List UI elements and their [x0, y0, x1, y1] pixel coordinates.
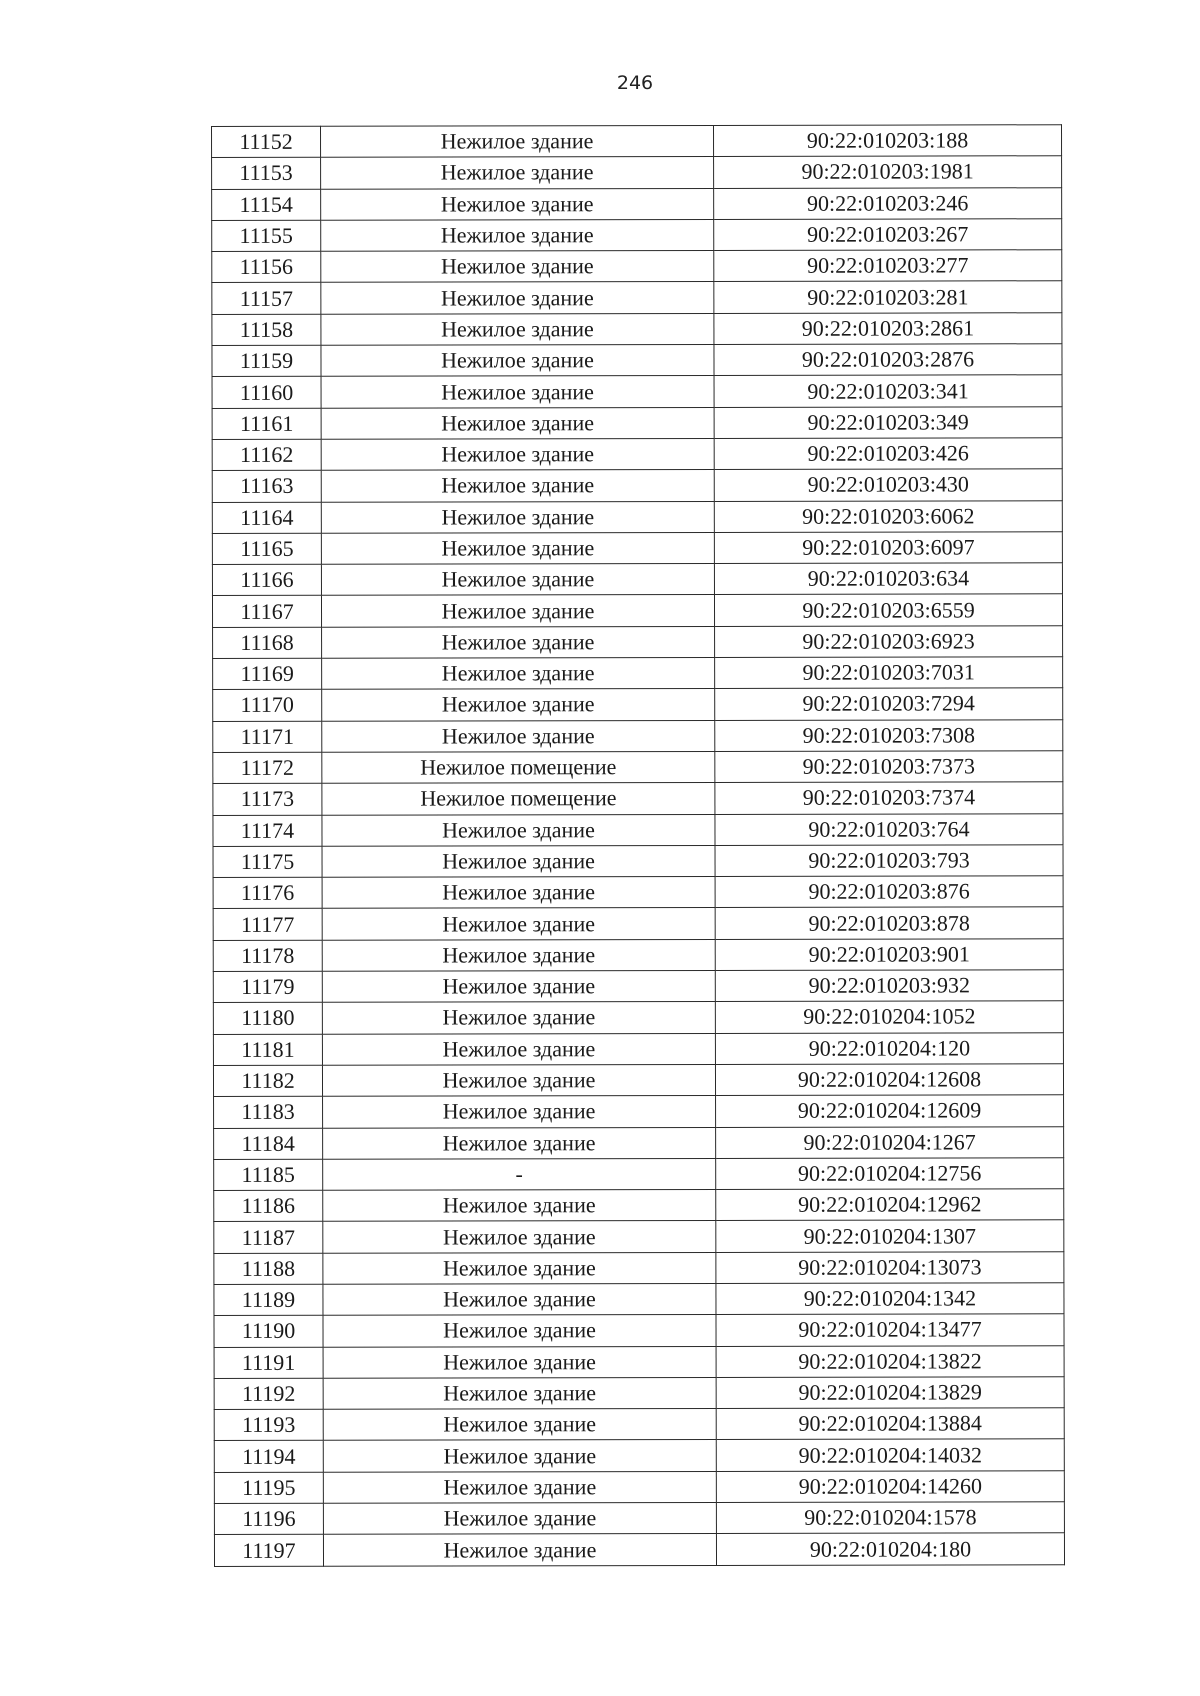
object-type-cell: Нежилое помещение	[322, 783, 715, 815]
table-row	[213, 1064, 1063, 1097]
cadastral-number-cell: 90:22:010204:1052	[715, 1001, 1063, 1033]
cadastral-number-cell: 90:22:010204:180	[716, 1533, 1064, 1565]
table-row	[213, 845, 1063, 878]
object-type-cell: Нежилое здание	[323, 1409, 716, 1441]
row-number-cell: 11180	[213, 1003, 322, 1035]
object-type-cell: Нежилое здание	[323, 1440, 716, 1472]
row-number-cell: 11156	[212, 251, 321, 283]
row-number-cell: 11153	[212, 158, 321, 190]
table-row	[212, 312, 1062, 345]
object-type-cell: Нежилое здание	[323, 1503, 716, 1535]
object-type-cell: Нежилое здание	[323, 1283, 716, 1315]
table-row	[212, 438, 1062, 471]
object-type-cell: Нежилое здание	[321, 345, 714, 377]
table-row	[212, 281, 1062, 314]
object-type-cell: Нежилое здание	[321, 219, 714, 251]
cadastral-number-cell: 90:22:010204:14032	[716, 1439, 1064, 1471]
table-row	[212, 594, 1062, 627]
cadastral-number-cell: 90:22:010203:7374	[715, 782, 1063, 814]
row-number-cell: 11184	[214, 1128, 323, 1160]
table-row	[212, 375, 1062, 408]
row-number-cell: 11185	[214, 1159, 323, 1191]
row-number-cell: 11186	[214, 1190, 323, 1222]
table-row	[212, 156, 1062, 189]
cadastral-number-cell: 90:22:010203:901	[715, 938, 1063, 970]
table-row	[212, 500, 1062, 533]
table-row	[213, 876, 1063, 909]
cadastral-number-cell: 90:22:010203:6559	[714, 594, 1062, 626]
row-number-cell: 11177	[213, 909, 322, 941]
row-number-cell: 11188	[214, 1253, 323, 1285]
row-number-cell: 11158	[212, 314, 321, 346]
table-row	[213, 782, 1063, 815]
table-row	[214, 1439, 1064, 1472]
object-type-cell: Нежилое здание	[322, 657, 715, 689]
table-row	[213, 1001, 1063, 1034]
object-type-cell: Нежилое здание	[322, 689, 715, 721]
cadastral-number-cell: 90:22:010203:7294	[715, 688, 1063, 720]
object-type-cell: Нежилое здание	[322, 1033, 715, 1065]
object-type-cell: Нежилое здание	[323, 1471, 716, 1503]
cadastral-number-cell: 90:22:010203:6923	[715, 625, 1063, 657]
object-type-cell: Нежилое здание	[321, 125, 714, 157]
object-type-cell: Нежилое здание	[321, 595, 714, 627]
object-type-cell: Нежилое помещение	[322, 751, 715, 783]
cadastral-number-cell: 90:22:010204:14260	[716, 1470, 1064, 1502]
registry-table	[211, 124, 1065, 1566]
cadastral-number-cell: 90:22:010204:1578	[716, 1502, 1064, 1534]
cadastral-number-cell: 90:22:010203:764	[715, 813, 1063, 845]
table-row	[213, 938, 1063, 971]
table-row	[214, 1251, 1064, 1284]
row-number-cell: 11164	[212, 502, 321, 534]
object-type-cell: Нежилое здание	[321, 470, 714, 502]
cadastral-number-cell: 90:22:010204:13477	[716, 1314, 1064, 1346]
object-type-cell: Нежилое здание	[322, 814, 715, 846]
row-number-cell: 11176	[213, 877, 322, 909]
object-type-cell: Нежилое здание	[323, 1190, 716, 1222]
row-number-cell: 11160	[212, 377, 321, 409]
row-number-cell: 11183	[214, 1096, 323, 1128]
cadastral-number-cell: 90:22:010203:793	[715, 845, 1063, 877]
table-row	[213, 970, 1063, 1003]
object-type-cell: Нежилое здание	[323, 1534, 716, 1566]
row-number-cell: 11166	[212, 564, 321, 596]
row-number-cell: 11157	[212, 283, 321, 315]
row-number-cell: 11169	[213, 658, 322, 690]
object-type-cell: Нежилое здание	[322, 939, 715, 971]
cadastral-number-cell: 90:22:010203:426	[714, 438, 1062, 470]
table-row	[212, 250, 1062, 283]
registry-table-body	[212, 125, 1065, 1566]
cadastral-number-cell: 90:22:010203:932	[715, 970, 1063, 1002]
object-type-cell: Нежилое здание	[322, 720, 715, 752]
object-type-cell: Нежилое здание	[321, 313, 714, 345]
table-row	[212, 532, 1062, 565]
row-number-cell: 11168	[213, 627, 322, 659]
cadastral-number-cell: 90:22:010203:2861	[714, 312, 1062, 344]
cadastral-number-cell: 90:22:010203:7308	[715, 719, 1063, 751]
table-row	[213, 719, 1063, 752]
table-row	[212, 219, 1062, 252]
object-type-cell: Нежилое здание	[323, 1346, 716, 1378]
table-row	[214, 1345, 1064, 1378]
cadastral-number-cell: 90:22:010204:12609	[716, 1095, 1064, 1127]
object-type-cell: Нежилое здание	[322, 845, 715, 877]
row-number-cell: 11174	[213, 815, 322, 847]
row-number-cell: 11165	[212, 533, 321, 565]
cadastral-number-cell: 90:22:010203:349	[714, 406, 1062, 438]
object-type-cell: Нежилое здание	[322, 1064, 715, 1096]
row-number-cell: 11187	[214, 1222, 323, 1254]
cadastral-number-cell: 90:22:010203:7373	[715, 751, 1063, 783]
object-type-cell: Нежилое здание	[323, 1377, 716, 1409]
object-type-cell: Нежилое здание	[323, 1252, 716, 1284]
cadastral-number-cell: 90:22:010204:12962	[716, 1189, 1064, 1221]
row-number-cell: 11196	[214, 1503, 323, 1535]
table-row	[212, 563, 1062, 596]
row-number-cell: 11170	[213, 690, 322, 722]
row-number-cell: 11171	[213, 721, 322, 753]
row-number-cell: 11178	[213, 940, 322, 972]
row-number-cell: 11161	[212, 408, 321, 440]
row-number-cell: 11152	[212, 126, 321, 158]
row-number-cell: 11189	[214, 1284, 323, 1316]
object-type-cell: Нежилое здание	[323, 1127, 716, 1159]
cadastral-number-cell: 90:22:010203:6062	[714, 500, 1062, 532]
cadastral-number-cell: 90:22:010203:878	[715, 907, 1063, 939]
table-row	[213, 1032, 1063, 1065]
row-number-cell: 11195	[214, 1472, 323, 1504]
cadastral-number-cell: 90:22:010203:2876	[714, 344, 1062, 376]
cadastral-number-cell: 90:22:010204:13822	[716, 1345, 1064, 1377]
row-number-cell: 11173	[213, 784, 322, 816]
table-row	[214, 1502, 1064, 1535]
cadastral-number-cell: 90:22:010203:430	[714, 469, 1062, 501]
row-number-cell: 11154	[212, 189, 321, 221]
table-row	[212, 125, 1062, 158]
cadastral-number-cell: 90:22:010204:13073	[716, 1251, 1064, 1283]
row-number-cell: 11163	[212, 471, 321, 503]
object-type-cell: Нежилое здание	[323, 1096, 716, 1128]
row-number-cell: 11155	[212, 220, 321, 252]
object-type-cell: Нежилое здание	[323, 1315, 716, 1347]
table-row	[214, 1189, 1064, 1222]
object-type-cell: Нежилое здание	[322, 626, 715, 658]
cadastral-number-cell: 90:22:010203:188	[713, 125, 1061, 157]
object-type-cell: Нежилое здание	[322, 877, 715, 909]
table-row	[213, 813, 1063, 846]
cadastral-number-cell: 90:22:010204:1307	[716, 1220, 1064, 1252]
row-number-cell: 11191	[214, 1347, 323, 1379]
object-type-cell: Нежилое здание	[321, 188, 714, 220]
row-number-cell: 11194	[214, 1441, 323, 1473]
table-row	[214, 1314, 1064, 1347]
table-row	[214, 1533, 1064, 1566]
row-number-cell: 11172	[213, 752, 322, 784]
table-row	[214, 1283, 1064, 1316]
row-number-cell: 11175	[213, 846, 322, 878]
object-type-cell: Нежилое здание	[321, 157, 714, 189]
row-number-cell: 11179	[213, 971, 322, 1003]
object-type-cell: Нежилое здание	[321, 251, 714, 283]
table-row	[212, 469, 1062, 502]
table-row	[213, 751, 1063, 784]
object-type-cell: -	[323, 1158, 716, 1190]
table-row	[212, 406, 1062, 439]
object-type-cell: Нежилое здание	[323, 1221, 716, 1253]
cadastral-number-cell: 90:22:010203:1981	[714, 156, 1062, 188]
row-number-cell: 11167	[212, 596, 321, 628]
cadastral-number-cell: 90:22:010203:246	[714, 187, 1062, 219]
object-type-cell: Нежилое здание	[321, 501, 714, 533]
object-type-cell: Нежилое здание	[321, 376, 714, 408]
table-row	[214, 1158, 1064, 1191]
object-type-cell: Нежилое здание	[321, 532, 714, 564]
object-type-cell: Нежилое здание	[322, 908, 715, 940]
object-type-cell: Нежилое здание	[322, 970, 715, 1002]
table-row	[213, 907, 1063, 940]
cadastral-number-cell: 90:22:010204:1267	[716, 1126, 1064, 1158]
cadastral-number-cell: 90:22:010204:1342	[716, 1283, 1064, 1315]
table-row	[214, 1126, 1064, 1159]
object-type-cell: Нежилое здание	[321, 282, 714, 314]
table-row	[214, 1470, 1064, 1503]
cadastral-number-cell: 90:22:010203:876	[715, 876, 1063, 908]
table-row	[214, 1095, 1064, 1128]
cadastral-number-cell: 90:22:010203:277	[714, 250, 1062, 282]
table-row	[214, 1220, 1064, 1253]
table-row	[214, 1377, 1064, 1410]
cadastral-number-cell: 90:22:010204:120	[715, 1032, 1063, 1064]
cadastral-number-cell: 90:22:010204:13829	[716, 1377, 1064, 1409]
row-number-cell: 11193	[214, 1409, 323, 1441]
cadastral-number-cell: 90:22:010203:6097	[714, 532, 1062, 564]
cadastral-number-cell: 90:22:010203:634	[714, 563, 1062, 595]
row-number-cell: 11182	[213, 1065, 322, 1097]
cadastral-number-cell: 90:22:010203:281	[714, 281, 1062, 313]
cadastral-number-cell: 90:22:010204:13884	[716, 1408, 1064, 1440]
table-row	[213, 625, 1063, 658]
object-type-cell: Нежилое здание	[321, 438, 714, 470]
cadastral-number-cell: 90:22:010204:12608	[715, 1064, 1063, 1096]
cadastral-number-cell: 90:22:010203:341	[714, 375, 1062, 407]
cadastral-number-cell: 90:22:010203:267	[714, 219, 1062, 251]
cadastral-number-cell: 90:22:010204:12756	[716, 1158, 1064, 1190]
row-number-cell: 11190	[214, 1316, 323, 1348]
table-row	[213, 688, 1063, 721]
table-row	[212, 344, 1062, 377]
object-type-cell: Нежилое здание	[321, 564, 714, 596]
cadastral-number-cell: 90:22:010203:7031	[715, 657, 1063, 689]
object-type-cell: Нежилое здание	[322, 1002, 715, 1034]
object-type-cell: Нежилое здание	[321, 407, 714, 439]
row-number-cell: 11181	[213, 1034, 322, 1066]
row-number-cell: 11192	[214, 1378, 323, 1410]
table-row	[212, 187, 1062, 220]
row-number-cell: 11159	[212, 345, 321, 377]
table-row	[214, 1408, 1064, 1441]
row-number-cell: 11162	[212, 439, 321, 471]
page-number: 246	[616, 72, 654, 94]
row-number-cell: 11197	[214, 1535, 323, 1567]
table-row	[213, 657, 1063, 690]
